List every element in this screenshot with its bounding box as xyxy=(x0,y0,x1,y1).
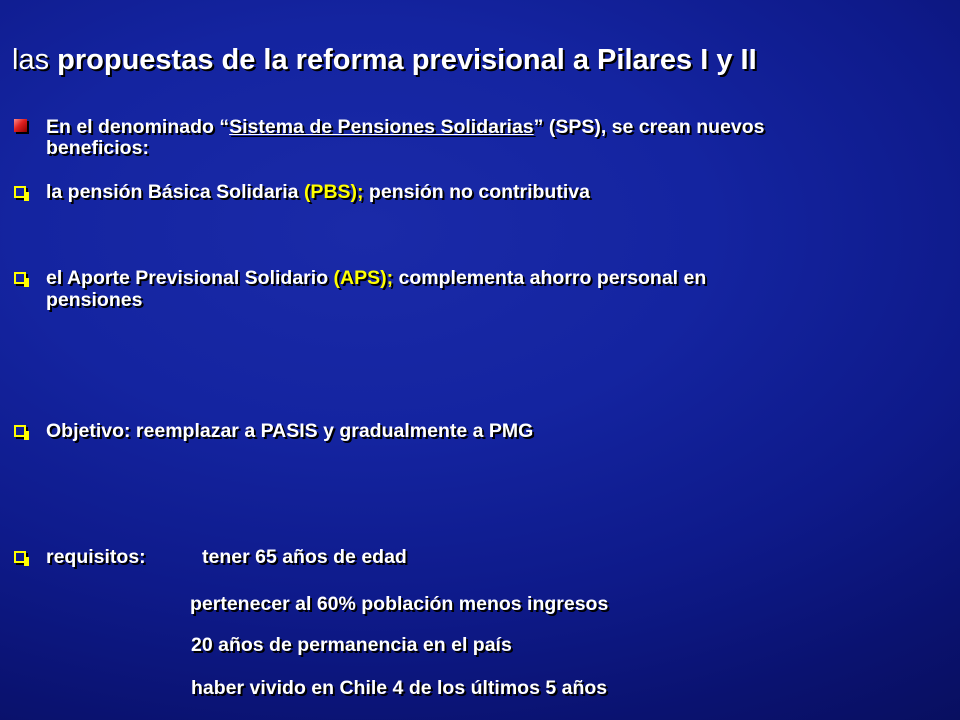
yellow-checkbox-icon xyxy=(14,425,26,437)
pbs-highlight: (PBS); xyxy=(303,181,364,203)
aps-post: complementa ahorro personal en xyxy=(393,267,707,289)
pbs-line xyxy=(46,181,590,203)
yellow-checkbox-icon xyxy=(14,272,26,284)
intro-line-1 xyxy=(46,116,765,138)
aps-line-1 xyxy=(46,267,706,289)
requisito-item-1: tener 65 años de edad xyxy=(202,546,407,568)
red-square-icon xyxy=(14,119,27,132)
requisitos-label: requisitos: xyxy=(46,546,146,568)
yellow-checkbox-icon xyxy=(14,551,26,563)
requisito-item-2: pertenecer al 60% población menos ingresos xyxy=(190,593,609,615)
pbs-pre: la pensión Básica Solidaria xyxy=(46,181,304,203)
sps-underlined-term: Sistema de Pensiones Solidarias xyxy=(229,116,534,138)
objetivo-line: Objetivo: reemplazar a PASIS y gradualmente a PMG xyxy=(46,420,534,442)
intro-line-2: beneficios: xyxy=(46,137,149,159)
title-lead: las xyxy=(12,44,50,76)
aps-highlight: (APS); xyxy=(333,267,394,289)
intro-pre: En el denominado “ xyxy=(46,116,230,138)
intro-post: ” (SPS), se crean nuevos xyxy=(533,116,765,138)
slide-title xyxy=(12,44,757,77)
requisito-item-3: 20 años de permanencia en el país xyxy=(191,634,512,656)
requisito-item-4: haber vivido en Chile 4 de los últimos 5 años xyxy=(191,677,608,699)
aps-pre: el Aporte Previsional Solidario xyxy=(46,267,334,289)
title-text: propuestas de la reforma previsional a Pilares I y II xyxy=(57,44,757,76)
yellow-checkbox-icon xyxy=(14,186,26,198)
aps-line-2: pensiones xyxy=(46,289,143,311)
pbs-post: pensión no contributiva xyxy=(363,181,590,203)
